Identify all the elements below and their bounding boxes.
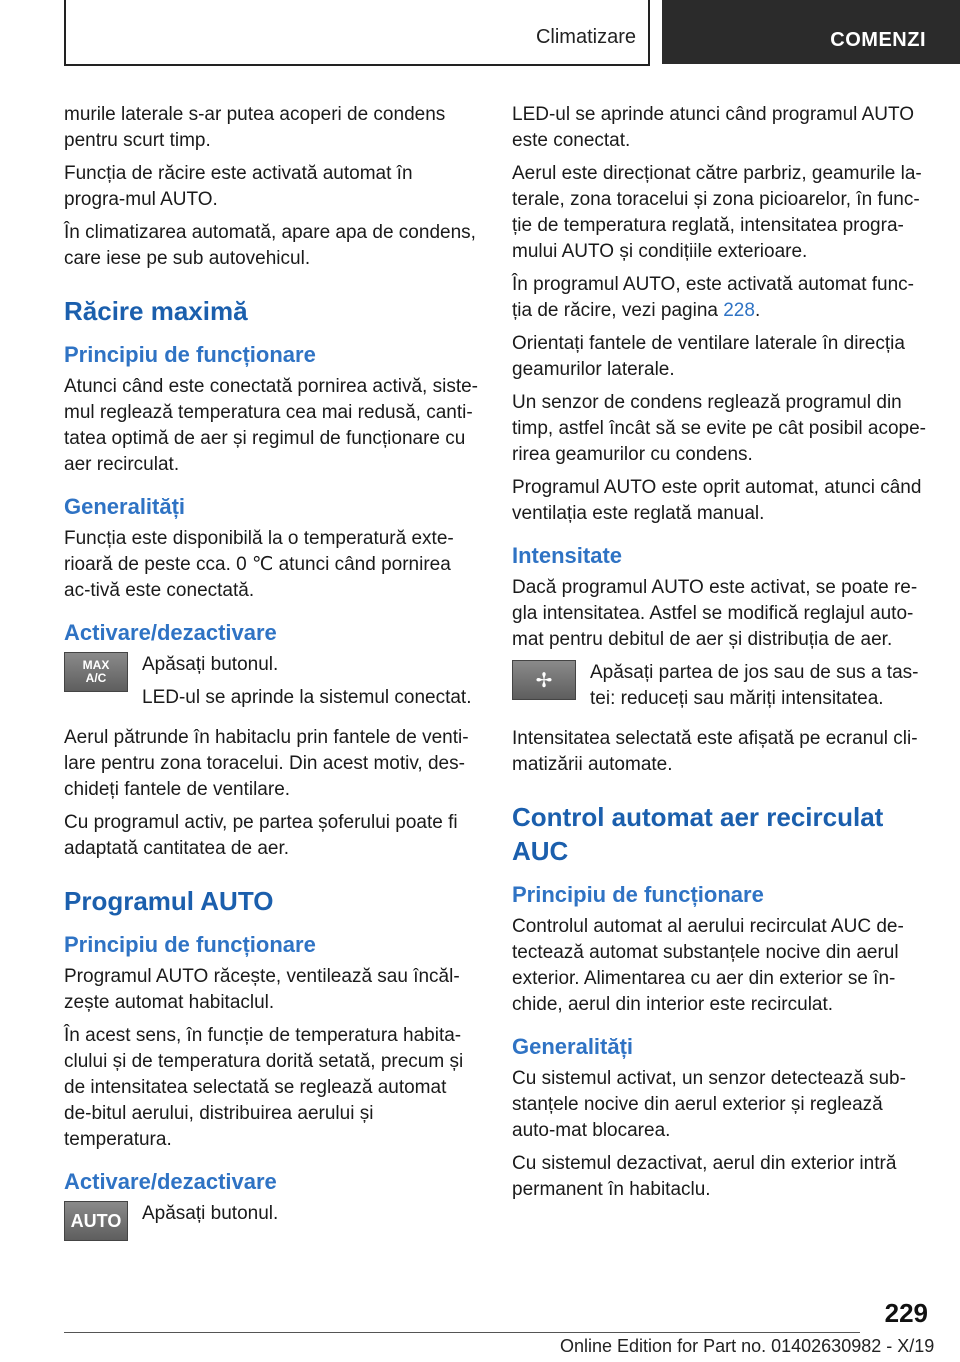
paragraph: LED-ul se aprinde atunci când programul AUTO este conectat.: [512, 104, 915, 151]
heading-auc: Control automat aer recirculat AUC: [512, 802, 884, 866]
max-ac-button-icon: [64, 652, 128, 692]
max-ac-label-bottom: A/C: [85, 671, 107, 685]
paragraph: În climatizarea automată, apare apa de condens, care iese pe sub autovehicul.: [64, 222, 476, 269]
paragraph: Cu programul activ, pe partea șoferului poate fi adaptată cantitatea de aer.: [64, 812, 458, 859]
paragraph: Un senzor de condens reglează programul din timp, astfel încât să se evite pe cât posibil acope-rirea geamurilor cu condens.: [512, 392, 926, 465]
header-rule-separator: [648, 0, 650, 66]
paragraph: Cu sistemul dezactivat, aerul din exterior intră permanent în habitaclu.: [512, 1153, 897, 1200]
subheading-principle: Principiu de funcționare: [64, 342, 316, 367]
instruction-text: LED-ul se aprinde la sistemul conectat.: [142, 687, 472, 708]
paragraph: Aerul este direcționat către parbriz, geamurile la-terale, zona toracelui și zona picioarelor, în func-ție de temperatura reglată, intensitatea progra-mului AUTO și condițiile exterioare.: [512, 163, 922, 262]
paragraph: Atunci când este conectată pornirea activă, siste-mul reglează temperatura cea mai redusă, canti-tatea optimă de aer și regimul de funcționare cu aer recirculat.: [64, 376, 479, 475]
edition-note: Online Edition for Part no. 01402630982 - X/19: [560, 1336, 935, 1356]
page-number: 229: [884, 1298, 928, 1328]
paragraph: În acest sens, în funcție de temperatura habita-clului și de temperatura dorită setată, precum și de intensitatea selectată se reglează automat de-bitul aerului, distribuirea aerului și temperatura.: [64, 1025, 464, 1150]
paragraph: Aerul pătrunde în habitaclu prin fantele de venti-lare pentru zona toracelui. Din acest motiv, des-chideți fantele de ventilare.: [64, 727, 469, 800]
subheading-auto-principle: Principiu de funcționare: [64, 932, 316, 957]
paragraph: Programul AUTO răcește, ventilează sau încăl-zește automat habitaclul.: [64, 966, 460, 1013]
paragraph: Cu sistemul activat, un senzor detectează sub-stanțele nocive din aerul exterior și reglează auto-mat blocarea.: [512, 1068, 906, 1141]
instruction-text: Apăsați butonul.: [142, 1203, 279, 1224]
subheading-auto-activation: Activare/dezactivare: [64, 1169, 277, 1194]
max-ac-label-top: MAX: [82, 658, 110, 672]
chapter-tab[interactable]: [662, 0, 960, 64]
heading-max-cooling: Răcire maximă: [64, 296, 248, 326]
page-link-228[interactable]: 228: [723, 300, 755, 321]
paragraph: murile laterale s-ar putea acoperi de condens pentru scurt timp.: [64, 104, 446, 151]
subheading-auc-general: Generalități: [512, 1034, 634, 1059]
paragraph-text-end: .: [754, 300, 761, 321]
fan-icon: ✢: [512, 660, 576, 700]
paragraph: [512, 272, 928, 324]
footer-rule: [64, 1332, 860, 1333]
paragraph: Programul AUTO este oprit automat, atunci când ventilația este reglată manual.: [512, 477, 922, 524]
auto-button-icon: AUTO: [64, 1201, 128, 1241]
paragraph: Controlul automat al aerului recirculat AUC de-tectează automat substanțele nocive din aerul exterior. Alimentarea cu aer din exterior se în-chide, aerul din interior este recirculat.: [512, 916, 904, 1015]
paragraph: Funcția de răcire este activată automat în progra-mul AUTO.: [64, 163, 413, 210]
heading-auto-program: Programul AUTO: [64, 886, 274, 916]
fan-instruction: [512, 660, 928, 712]
max-ac-instruction: [64, 652, 478, 711]
auto-instruction: [64, 1201, 478, 1245]
subheading-auc-principle: Principiu de funcționare: [512, 882, 764, 907]
left-column: [64, 102, 478, 1259]
subheading-activation: Activare/dezactivare: [64, 620, 277, 645]
paragraph: Orientați fantele de ventilare laterale în direcția geamurilor laterale.: [512, 333, 905, 380]
instruction-text: Apăsați butonul.: [142, 654, 279, 675]
paragraph: Dacă programul AUTO este activat, se poate re-gla intensitatea. Astfel se modifică reglajul auto-mat pentru debitul de aer și distribuția de aer.: [512, 577, 918, 650]
section-title: Climatizare: [535, 26, 636, 48]
paragraph: Intensitatea selectată este afișată pe ecranul cli-matizării automate.: [512, 728, 918, 775]
paragraph: Funcția este disponibilă la o temperatură exte-rioară de peste cca. 0 ℃ atunci când pornirea ac-tivă este conectată.: [64, 528, 454, 601]
header-rule-bottom: [64, 64, 650, 66]
right-column: [512, 102, 928, 1210]
instruction-text: Apăsați partea de jos sau de sus a tas-tei: reduceți sau măriți intensitatea.: [590, 662, 919, 709]
header-rule-left: [64, 0, 66, 64]
chapter-tab-label: COMENZI: [830, 29, 926, 51]
paragraph-text: În programul AUTO, este activată automat func-ția de răcire, vezi pagina: [512, 274, 915, 321]
subheading-general: Generalități: [64, 494, 186, 519]
subheading-intensity: Intensitate: [512, 543, 623, 568]
